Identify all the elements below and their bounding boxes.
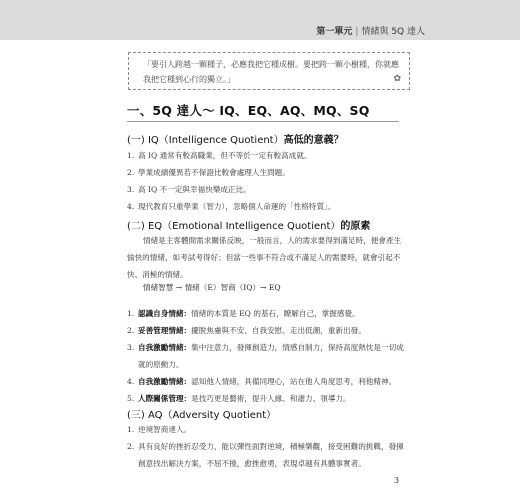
section-eq-suffix: 的原素 [340, 221, 371, 232]
list-item: 2. 具有良好的挫折忍受力，能以彈性面對逆境，積極樂觀，接受困難的挑戰，發揮 [127, 442, 404, 451]
header-band [0, 0, 520, 40]
eq-flow-formula: 情緒智慧 → 情緒（E）智商（IQ）→ EQ [143, 283, 281, 292]
main-title: 一、5Q 達人～ IQ、EQ、AQ、MQ、SQ [127, 103, 370, 118]
section-title-eq [127, 217, 370, 232]
list-item: 1. 高 IQ 通常有較高職業，但不等於一定有較高成就。 [127, 151, 312, 160]
list-item: 3. 自我激勵情緒：集中注意力，發揮創造力，情感自制力，保持高度熱忱是一切成 [127, 343, 404, 352]
list-item: 3. 高 IQ 不一定與幸福快樂成正比。 [127, 185, 251, 194]
list-item: 2. 學業成績優異若不保證比較會處理人生問題。 [127, 168, 290, 177]
list-item: 4. 現代教育只重學業（智力），忽略個人命運的「性格特質」。 [127, 202, 336, 211]
iq-list [127, 147, 335, 215]
list-item-continuation: 就的原動力。 [138, 360, 184, 369]
eq-paragraph [127, 232, 402, 283]
eq-para-line-1: 情緒是主客體間需求關係反映，一般而言，人的需求要得到滿足時，便會產生 [143, 236, 402, 245]
title-rule [127, 121, 399, 122]
list-item: 5. 人際關係管理：是技巧更是藝術，提升人緣、和諧力、領導力。 [127, 394, 351, 403]
section-iq-prefix: (一) IQ（Intelligence Quotient） [127, 135, 284, 146]
quote-line-2: 我把它種到心行的獨立。」 [143, 75, 235, 84]
eq-para-line-3: 快、消極的情緒。 [127, 270, 188, 279]
chapter-title: 情緒與 5Q 達人 [361, 27, 425, 37]
list-item: 2. 妥善管理情緒：擺脫焦慮與不安、自我安慰、走出低潮，重新出發。 [127, 326, 366, 335]
quote-line-1: 「要引人跨越一顆種子，必應我把它種成樹。要把跨一顆小樹種，你就應 [143, 60, 399, 69]
section-title-aq [127, 406, 276, 421]
list-item-continuation: 創意找出解決方案，不屈不撓，愈挫愈勇，表現卓越有具體事實者。 [138, 459, 366, 468]
section-aq-prefix: (三) AQ（Adversity Quotient） [127, 410, 277, 421]
list-item: 1. 逆境智商達人。 [127, 425, 192, 434]
quote-box [128, 52, 410, 90]
list-item: 1. 認識自身情緒：情緒的本質是 EQ 的基石，瞭解自己，掌握感覺。 [127, 309, 360, 318]
aq-list [127, 421, 404, 472]
list-item: 4. 自我激勵情緒：認知他人情緒，具備同理心，站在他人角度思考，利他精神。 [127, 377, 397, 386]
flower-icon: ✿ [393, 74, 401, 84]
section-title-iq [127, 131, 344, 146]
page-number: 3 [394, 476, 400, 485]
eq-list [127, 305, 404, 407]
section-iq-suffix: 高低的意義？ [283, 135, 344, 146]
eq-para-line-2: 愉快的情緒，如考試考得好；但當一些事不符合或不滿足人的需要時，就會引起不 [127, 253, 401, 262]
section-eq-prefix: (二) EQ（Emotional Intelligence Quotient） [127, 221, 341, 232]
chapter-label: 第一單元 [316, 27, 353, 37]
running-header [316, 24, 425, 37]
header-separator: | [355, 27, 359, 37]
